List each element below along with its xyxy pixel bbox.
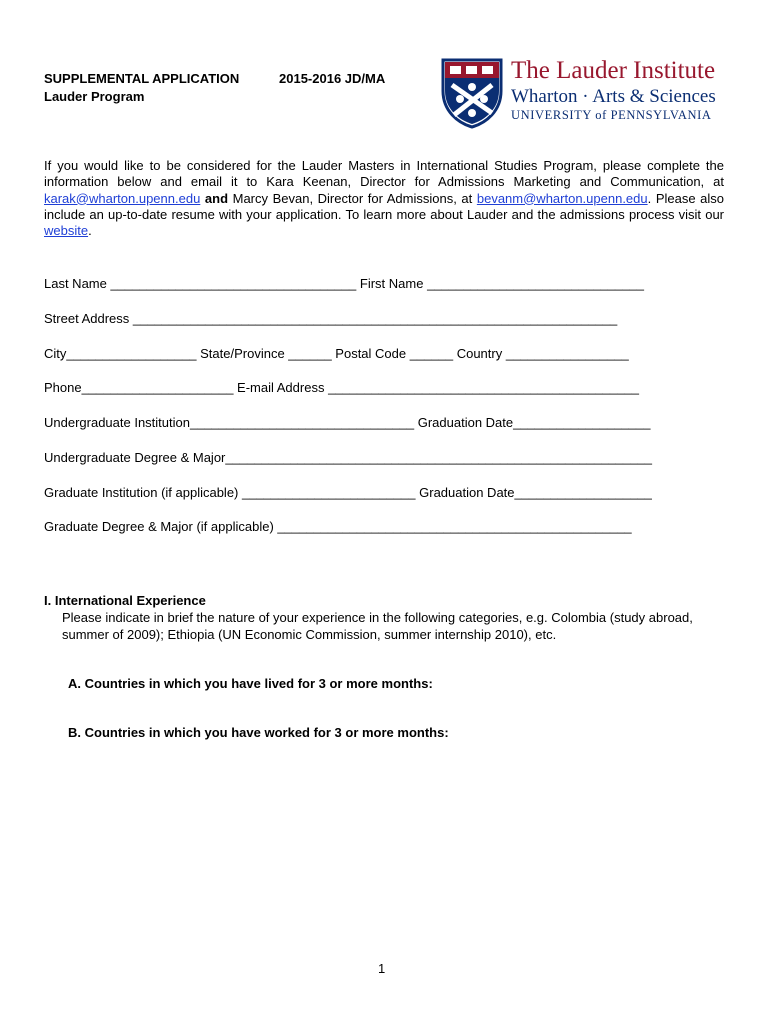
intro-text-4: . [88,223,92,239]
email-link-karak[interactable]: karak@wharton.upenn.edu [44,190,201,206]
section-international-experience-body: Please indicate in brief the nature of your experience in the following categories, e.g. Colombia (study abroad, summer of 2009); Ethiopia (UN Economic Commission, summer internship 2010), etc. [62,610,693,642]
application-title: SUPPLEMENTAL APPLICATION [44,71,240,86]
intro-and: and [204,190,229,206]
grad-institution-line[interactable]: Graduate Institution (if applicable) ________________________ Graduation Date___________________ [44,485,652,500]
section-international-experience-title: I. International Experience [44,593,206,608]
intro-text-1: If you would like to be considered for the Lauder Masters in International Studies Program, please complete the information below and email it to Kara Keenan, Director for Admissions Marketing and Communication, at [44,158,724,190]
program-label: Lauder Program [44,89,145,104]
website-link[interactable]: website [44,223,89,239]
lauder-institute-logo [440,57,730,129]
undergrad-institution-line[interactable]: Undergraduate Institution_______________________________ Graduation Date___________________ [44,415,651,430]
question-a: A. Countries in which you have lived for 3 or more months: [68,676,433,691]
logo-schools: Wharton · Arts & Sciences [511,86,716,107]
city-state-postal-country-line[interactable]: City__________________ State/Province ______ Postal Code ______ Country _________________ [44,346,629,361]
question-b: B. Countries in which you have worked for 3 or more months: [68,725,449,740]
email-link-bevanm[interactable]: bevanm@wharton.upenn.edu [476,190,648,206]
phone-email-field-line[interactable]: Phone_____________________ E-mail Address ___________________________________________ [44,380,639,395]
grad-degree-line[interactable]: Graduate Degree & Major (if applicable) _________________________________________________ [44,519,632,534]
penn-shield-icon [440,57,504,129]
intro-text-2: Marcy Bevan, Director for Admissions, at [228,190,477,206]
logo-institute-name: The Lauder Institute [511,57,716,84]
page-number: 1 [378,961,386,976]
logo-university: UNIVERSITY of PENNSYLVANIA [511,108,712,122]
intro-text-3: . Please also include an up-to-date resume with your application. To learn more about Lauder and the admissions process visit our [44,190,724,222]
intro-paragraph [44,158,724,239]
degree-label: 2015-2016 JD/MA [279,71,386,86]
name-field-line[interactable]: Last Name __________________________________ First Name ______________________________ [44,276,644,291]
undergrad-degree-line[interactable]: Undergraduate Degree & Major___________________________________________________________ [44,450,652,465]
street-address-field-line[interactable]: Street Address ___________________________________________________________________ [44,311,618,326]
